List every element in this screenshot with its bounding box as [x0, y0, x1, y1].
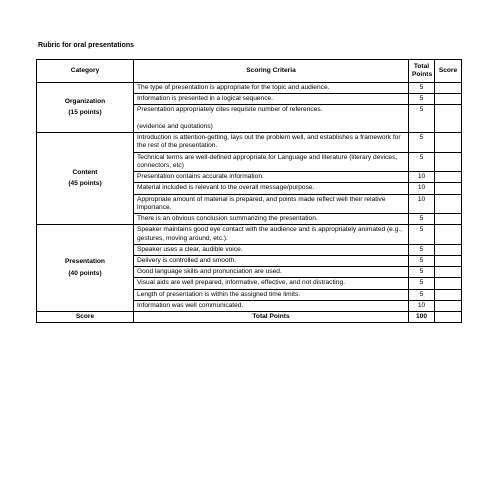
- category-name: Organization: [64, 97, 106, 105]
- score-cell[interactable]: [435, 225, 462, 244]
- rubric-table: [36, 59, 462, 323]
- points-cell: 10: [409, 183, 435, 194]
- criteria-cell: Length of presentation is within the assigned time limits.: [134, 289, 409, 300]
- points-cell: 5: [409, 214, 435, 225]
- table-header-row: [37, 60, 462, 83]
- table-row: [37, 83, 462, 94]
- criteria-cell: Information was well communicated.: [134, 300, 409, 311]
- rubric-body: [37, 83, 462, 312]
- score-cell[interactable]: [435, 278, 462, 289]
- score-cell[interactable]: [435, 94, 462, 105]
- score-cell[interactable]: [435, 267, 462, 278]
- score-cell[interactable]: [435, 183, 462, 194]
- criteria-cell: Good language skills and pronunciation are used.: [134, 267, 409, 278]
- total-row: [37, 312, 462, 323]
- category-cell: [37, 133, 134, 225]
- table-row: [37, 133, 462, 152]
- category-name: Content: [72, 168, 98, 176]
- points-cell: 5: [409, 83, 435, 94]
- criteria-cell: Speaker uses a clear, audible voice.: [134, 244, 409, 255]
- footer-total-label: Total Points: [134, 312, 409, 323]
- criteria-cell: Presentation appropriately cites requisite number of references. (evidence and quotations): [134, 105, 409, 133]
- category-cell: [37, 225, 134, 312]
- criteria-cell: Appropriate amount of material is prepared, and points made reflect well their relative importance.: [134, 194, 409, 213]
- points-cell: 10: [409, 194, 435, 213]
- points-cell: 10: [409, 172, 435, 183]
- score-cell[interactable]: [435, 214, 462, 225]
- header-total-points: Total Points: [409, 60, 435, 83]
- points-cell: 5: [409, 255, 435, 266]
- points-cell: 10: [409, 300, 435, 311]
- score-cell[interactable]: [435, 300, 462, 311]
- score-cell[interactable]: [435, 105, 462, 133]
- points-cell: 5: [409, 152, 435, 171]
- criteria-cell: Speaker maintains good eye contact with the audience and is appropriately animated (e.g., gestures, moving around, etc.).: [134, 225, 409, 244]
- points-cell: 5: [409, 94, 435, 105]
- document-title: Rubric for oral presentations: [38, 42, 135, 49]
- header-category: Category: [37, 60, 134, 83]
- criteria-cell: Delivery is controlled and smooth.: [134, 255, 409, 266]
- points-cell: 5: [409, 225, 435, 244]
- header-scoring-criteria: Scoring Criteria: [134, 60, 409, 83]
- category-cell: [37, 83, 134, 133]
- points-cell: 5: [409, 289, 435, 300]
- category-points: (45 points): [68, 180, 102, 188]
- criteria-cell: Material included is relevant to the overall message/purpose.: [134, 183, 409, 194]
- criteria-cell: Technical terms are well-defined appropriate for Language and literature (literary devices, connectors, etc): [134, 152, 409, 171]
- points-cell: 5: [409, 105, 435, 133]
- category-points: (40 points): [68, 269, 102, 277]
- points-cell: 5: [409, 278, 435, 289]
- score-cell[interactable]: [435, 255, 462, 266]
- score-cell[interactable]: [435, 244, 462, 255]
- points-cell: 5: [409, 133, 435, 152]
- footer-score-label: Score: [37, 312, 134, 323]
- score-cell[interactable]: [435, 172, 462, 183]
- score-cell[interactable]: [435, 152, 462, 171]
- criteria-cell: Information is presented in a logical sequence.: [134, 94, 409, 105]
- criteria-cell: There is an obvious conclusion summarizing the presentation.: [134, 214, 409, 225]
- footer-score-cell[interactable]: [435, 312, 462, 323]
- criteria-cell: The type of presentation is appropriate for the topic and audience.: [134, 83, 409, 94]
- footer-total-value: 100: [409, 312, 435, 323]
- points-cell: 5: [409, 244, 435, 255]
- table-row: [37, 225, 462, 244]
- header-score: Score: [435, 60, 462, 83]
- criteria-cell: Presentation contains accurate information.: [134, 172, 409, 183]
- criteria-cell: Visual aids are well prepared, informative, effective, and not distracting.: [134, 278, 409, 289]
- score-cell[interactable]: [435, 289, 462, 300]
- score-cell[interactable]: [435, 194, 462, 213]
- score-cell[interactable]: [435, 133, 462, 152]
- points-cell: 5: [409, 267, 435, 278]
- criteria-cell: Introduction is attention-getting, lays out the problem well, and establishes a framework for the rest of the presentation.: [134, 133, 409, 152]
- score-cell[interactable]: [435, 83, 462, 94]
- category-name: Presentation: [65, 258, 105, 266]
- category-points: (15 points): [68, 109, 102, 117]
